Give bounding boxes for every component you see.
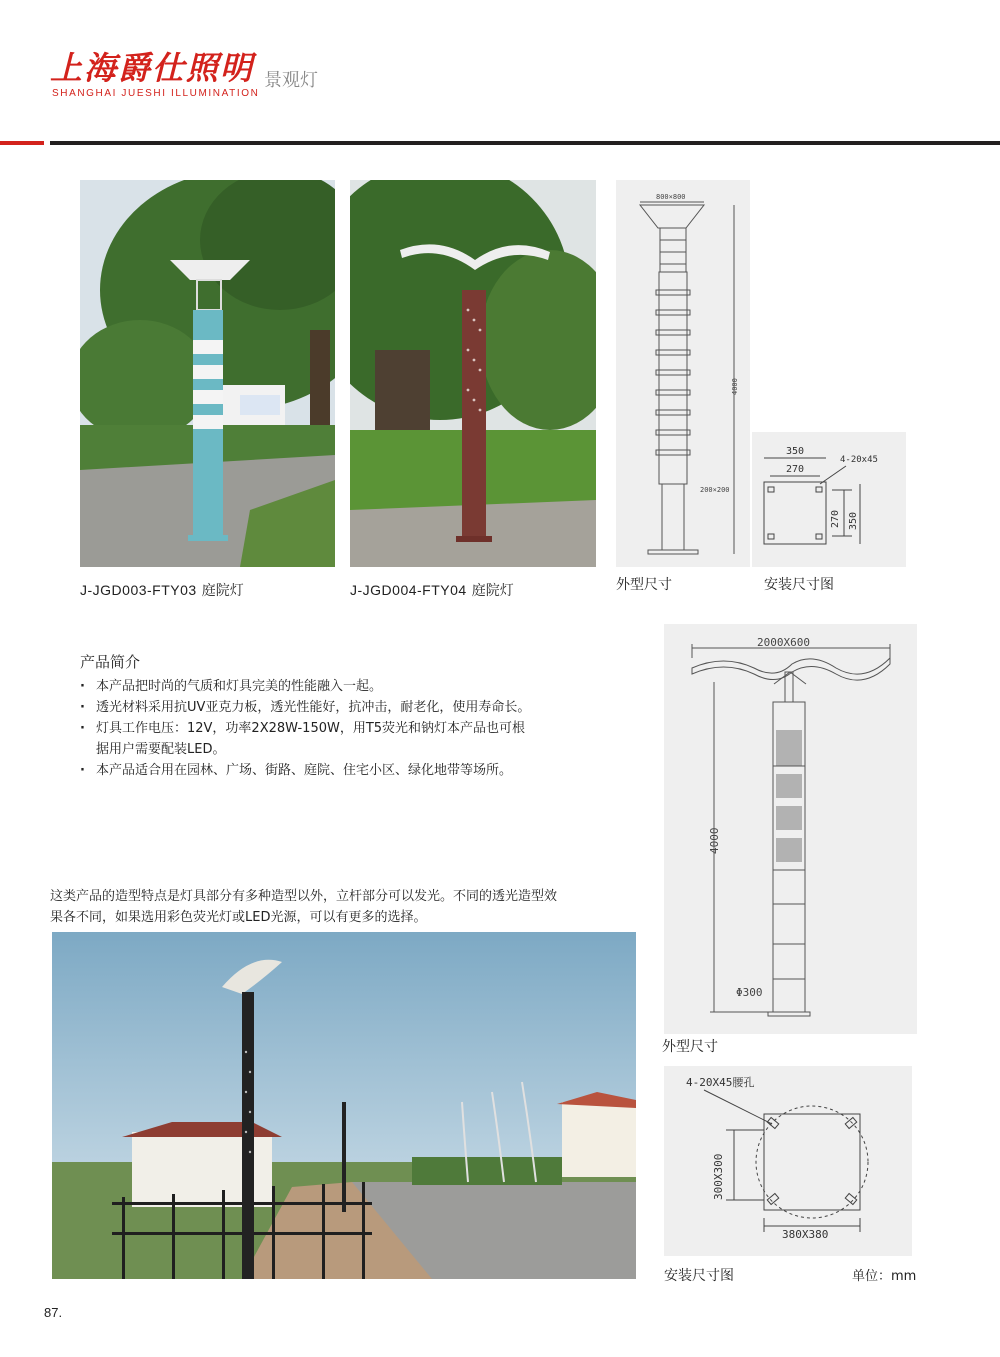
description-line: 果各不同，如果选用彩色荧光灯或LED光源，可以有更多的选择。	[50, 910, 427, 925]
product-caption-fty03	[80, 580, 244, 600]
dim-label: 270	[830, 509, 841, 528]
description-paragraph	[50, 886, 640, 928]
outline-drawing-fty03	[616, 180, 750, 567]
dim-label: 350	[786, 446, 805, 457]
intro-bullet: · 本产品适合用在园林、广场、街路、庭院、住宅小区、绿化地带等场所。	[78, 760, 530, 781]
dim-label: 300X300	[712, 1153, 725, 1200]
dim-label: Φ300	[736, 986, 763, 999]
header-rule	[50, 141, 1000, 145]
dim-label: 4000	[708, 827, 721, 854]
dim-label: 2000X600	[757, 636, 810, 649]
install-drawing-fty03	[752, 432, 906, 567]
intro-bullet-list	[78, 676, 530, 781]
dim-label: 4000	[731, 378, 739, 395]
dim-label: 350	[848, 511, 859, 530]
product-name: 庭院灯	[471, 583, 514, 599]
header-rule-accent	[0, 141, 44, 145]
product-photo-fty03	[80, 180, 335, 567]
brand-logo-cn: 上海爵仕照明	[50, 49, 255, 87]
dim-label: 4-20X45腰孔	[686, 1076, 755, 1089]
install-caption: 安装尺寸图	[764, 577, 834, 593]
install-drawing-fty04	[664, 1066, 912, 1256]
intro-bullet: · 本产品把时尚的气质和灯具完美的性能融入一起。	[78, 676, 530, 697]
category-title: 景观灯	[264, 70, 318, 91]
product-photo-fty04	[350, 180, 596, 567]
dim-label: 200×200	[700, 486, 730, 494]
intro-bullet-line: 灯具工作电压：12V，功率2X28W-150W，用T5荧光和钠灯本产品也可根	[96, 721, 526, 736]
intro-bullet: · 透光材料采用抗UV亚克力板，透光性能好，抗冲击，耐老化，使用寿命长。	[78, 697, 530, 718]
page-number: 87.	[44, 1305, 63, 1320]
product-name: 庭院灯	[201, 583, 244, 599]
dim-label: 800×800	[656, 193, 686, 201]
intro-bullet-line: 据用户需要配装LED。	[96, 742, 226, 757]
unit-note: 单位：mm	[852, 1269, 917, 1284]
install-caption: 安装尺寸图	[664, 1268, 734, 1284]
outline-caption: 外型尺寸	[616, 577, 672, 593]
brand-logo-en: SHANGHAI JUESHI ILLUMINATION	[52, 88, 260, 99]
outline-drawing-fty04	[664, 624, 917, 1034]
installation-scene-photo	[52, 932, 636, 1279]
intro-bullet	[78, 718, 530, 760]
intro-title: 产品简介	[80, 653, 141, 671]
outline-caption: 外型尺寸	[662, 1039, 718, 1055]
dim-label: 270	[786, 464, 805, 475]
product-caption-fty04	[350, 580, 514, 600]
product-model: J-JGD003-FTY03	[80, 582, 197, 598]
dim-label: 4-20x45	[840, 455, 878, 465]
dim-label: 380X380	[782, 1228, 829, 1241]
product-model: J-JGD004-FTY04	[350, 582, 467, 598]
description-line: 这类产品的造型特点是灯具部分有多种造型以外，立杆部分可以发光。不同的透光造型效	[50, 889, 558, 904]
